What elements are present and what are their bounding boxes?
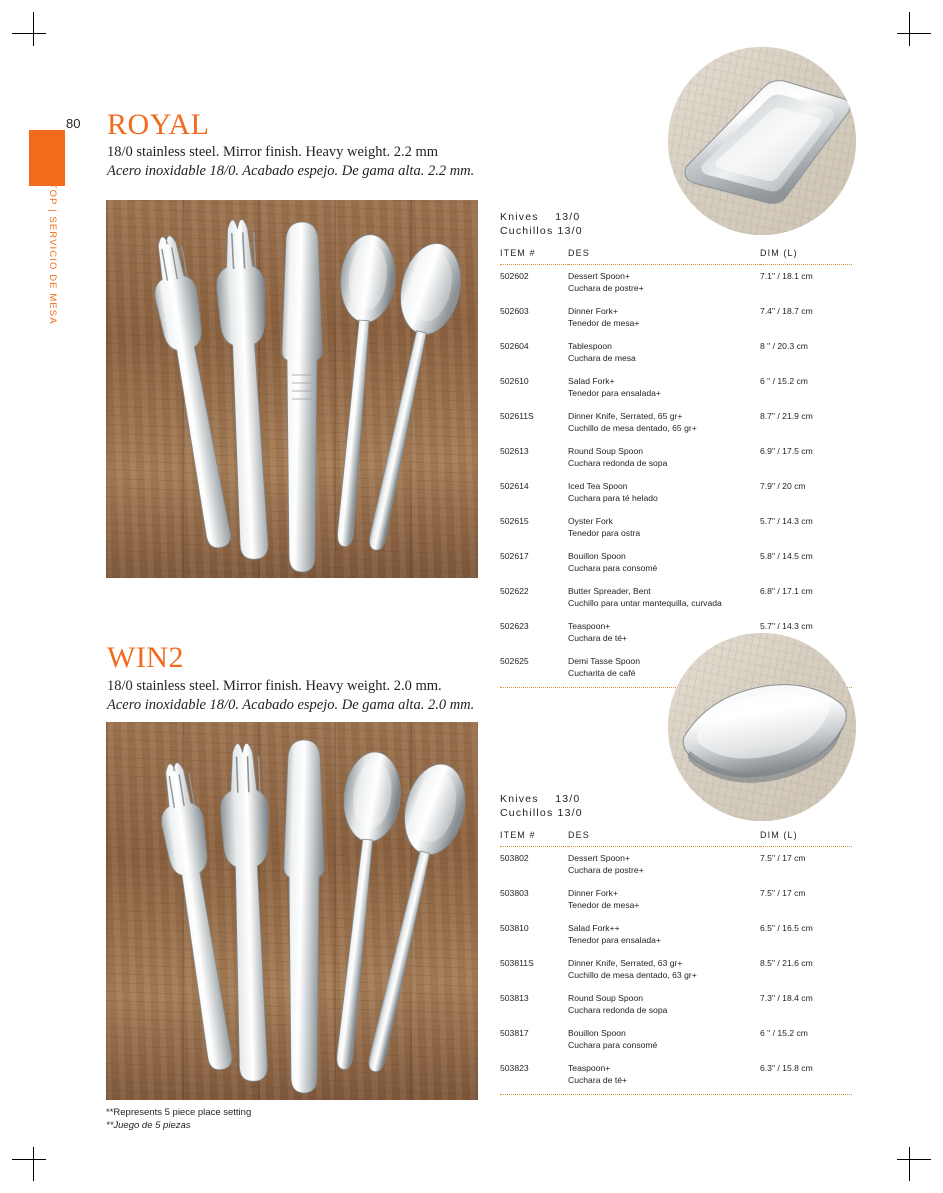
- cell-item: 503803: [500, 888, 529, 898]
- cell-dim: 7.3" / 18.4 cm: [760, 993, 813, 1003]
- cell-dim: 6.5" / 16.5 cm: [760, 923, 813, 933]
- win2-knives-value-en: 13/0: [555, 793, 581, 805]
- royal-description-es: Acero inoxidable 18/0. Acabado espejo. De gama alta. 2.2 mm.: [107, 163, 475, 179]
- cell-des-en: Iced Tea Spoon: [568, 481, 628, 491]
- header-dim: DIM (L): [760, 244, 852, 265]
- cell-des-en: Dinner Fork+: [568, 888, 618, 898]
- win2-items-body: [500, 847, 852, 1093]
- cell-des: [568, 475, 760, 510]
- cell-dim: 6.9" / 17.5 cm: [760, 446, 813, 456]
- cell-des-es: Tenedor de mesa+: [568, 899, 640, 910]
- cell-item: 502614: [500, 481, 529, 491]
- table-row: [500, 370, 852, 405]
- crop-mark-bottom-left-h: [12, 1159, 46, 1160]
- cell-des-en: Teaspoon+: [568, 621, 611, 631]
- header-item: ITEM #: [500, 826, 568, 847]
- cell-item: 502603: [500, 306, 529, 316]
- cell-des-es: Cuchara para consomé: [568, 1039, 658, 1050]
- cell-item: 503817: [500, 1028, 529, 1038]
- cell-des: [568, 580, 760, 615]
- cell-dim: 7.5" / 17 cm: [760, 853, 806, 863]
- cell-item: 502625: [500, 656, 529, 666]
- section-side-label: TABLETOP | SERVICIO DE MESA: [47, 148, 58, 325]
- table-row: [500, 882, 852, 917]
- table-header-row: [500, 826, 852, 847]
- cell-des-en: Butter Spreader, Bent: [568, 586, 651, 596]
- table-row: [500, 545, 852, 580]
- cell-des-es: Cuchara redonda de sopa: [568, 457, 668, 468]
- cell-dim: 8 " / 20.3 cm: [760, 341, 808, 351]
- cell-dim: 8.7" / 21.9 cm: [760, 411, 813, 421]
- cell-des: [568, 265, 760, 301]
- cell-item: 502622: [500, 586, 529, 596]
- header-item: ITEM #: [500, 244, 568, 265]
- crop-mark-top-left-h: [12, 33, 46, 34]
- cell-des-en: Dinner Knife, Serrated, 65 gr+: [568, 411, 683, 421]
- cell-des-en: Oyster Fork: [568, 516, 613, 526]
- table-row: [500, 952, 852, 987]
- cell-des-es: Cuchara de té+: [568, 1074, 628, 1085]
- win2-knives-label-es: Cuchillos: [500, 807, 554, 819]
- cell-item: 503802: [500, 853, 529, 863]
- cell-des-en: Demi Tasse Spoon: [568, 656, 640, 666]
- cell-item: 502617: [500, 551, 529, 561]
- cell-des-es: Cuchillo para untar mantequilla, curvada: [568, 597, 722, 608]
- cell-dim: 6.3" / 15.8 cm: [760, 1063, 813, 1073]
- win2-spec-table: [500, 792, 852, 1095]
- cell-des-es: Cuchara redonda de sopa: [568, 1004, 668, 1015]
- cell-des: [568, 545, 760, 580]
- cell-dim: 5.7" / 14.3 cm: [760, 621, 813, 631]
- table-row: [500, 475, 852, 510]
- cell-des: [568, 510, 760, 545]
- cell-des-es: Cuchara de postre+: [568, 864, 644, 875]
- cell-des: [568, 440, 760, 475]
- table-row: [500, 440, 852, 475]
- royal-items-body: [500, 265, 852, 686]
- cell-item: 502602: [500, 271, 529, 281]
- cell-des-es: Cuchara para consomé: [568, 562, 658, 573]
- cell-item: 503810: [500, 923, 529, 933]
- cell-des-en: Salad Fork++: [568, 923, 620, 933]
- cell-des-es: Tenedor para ensalada+: [568, 934, 661, 945]
- cell-des-es: Cucharita de café: [568, 667, 636, 678]
- win2-description: [107, 677, 627, 715]
- cell-item: 502604: [500, 341, 529, 351]
- crop-mark-top-left: [33, 12, 34, 46]
- table-row: [500, 335, 852, 370]
- cell-des-en: Bouillon Spoon: [568, 551, 626, 561]
- cell-item: 502613: [500, 446, 529, 456]
- cell-des: [568, 917, 760, 952]
- cell-des-en: Dessert Spoon+: [568, 853, 630, 863]
- royal-knives-value-es: 13/0: [557, 225, 583, 237]
- cell-dim: 6.8" / 17.1 cm: [760, 586, 813, 596]
- win2-knives-value-es: 13/0: [557, 807, 583, 819]
- table-header-row: [500, 244, 852, 265]
- cell-des-en: Dessert Spoon+: [568, 271, 630, 281]
- table-row: [500, 1022, 852, 1057]
- cell-dim: 7.5" / 17 cm: [760, 888, 806, 898]
- table-row: [500, 265, 852, 301]
- cell-des-es: Cuchillo de mesa dentado, 63 gr+: [568, 969, 697, 980]
- cell-des: [568, 882, 760, 917]
- cell-des: [568, 952, 760, 987]
- cell-des-es: Cuchara de postre+: [568, 282, 644, 293]
- cell-des-en: Dinner Fork+: [568, 306, 618, 316]
- cell-des-es: Tenedor para ensalada+: [568, 387, 661, 398]
- royal-items-table: [500, 244, 852, 685]
- royal-product-photo: [106, 200, 478, 578]
- win2-items-table: [500, 826, 852, 1092]
- cell-des-en: Tablespoon: [568, 341, 612, 351]
- cell-des: [568, 405, 760, 440]
- table-row: [500, 510, 852, 545]
- win2-table-bottom-rule: [500, 1094, 852, 1095]
- cell-des-en: Round Soup Spoon: [568, 993, 644, 1003]
- win2-description-en: 18/0 stainless steel. Mirror finish. Heavy weight. 2.0 mm.: [107, 678, 442, 694]
- cell-des-es: Cuchara de mesa: [568, 352, 636, 363]
- page-number: 80: [66, 116, 81, 131]
- cell-dim: 6 " / 15.2 cm: [760, 1028, 808, 1038]
- win2-product-photo: [106, 722, 478, 1100]
- footnote: [106, 1106, 526, 1132]
- royal-knives-spec: [500, 210, 852, 238]
- cell-des-en: Round Soup Spoon: [568, 446, 644, 456]
- royal-description: [107, 143, 627, 181]
- royal-knives-value-en: 13/0: [555, 211, 581, 223]
- royal-description-en: 18/0 stainless steel. Mirror finish. Heavy weight. 2.2 mm: [107, 144, 439, 160]
- header-des: DES: [568, 826, 760, 847]
- cell-des-es: Cuchara para té helado: [568, 492, 658, 503]
- cell-dim: 7.9" / 20 cm: [760, 481, 806, 491]
- table-row: [500, 580, 852, 615]
- page-title-win2: WIN2: [107, 641, 184, 674]
- page-title-royal: ROYAL: [107, 108, 210, 141]
- header-dim: DIM (L): [760, 826, 852, 847]
- cell-des-en: Bouillon Spoon: [568, 1028, 626, 1038]
- cell-item: 502611S: [500, 411, 534, 421]
- cell-item: 502623: [500, 621, 529, 631]
- cell-item: 503811S: [500, 958, 534, 968]
- table-row: [500, 1057, 852, 1092]
- header-des: DES: [568, 244, 760, 265]
- cell-item: 503823: [500, 1063, 529, 1073]
- cell-des-en: Teaspoon+: [568, 1063, 611, 1073]
- cell-dim: 8.5" / 21.6 cm: [760, 958, 813, 968]
- cell-des: [568, 1022, 760, 1057]
- cell-item: 502610: [500, 376, 529, 386]
- royal-spec-table: [500, 210, 852, 688]
- cell-dim: 7.4" / 18.7 cm: [760, 306, 813, 316]
- cell-item: 502615: [500, 516, 529, 526]
- win2-knives-label-en: Knives: [500, 793, 539, 805]
- table-row: [500, 917, 852, 952]
- cell-des: [568, 987, 760, 1022]
- cell-des-es: Tenedor para ostra: [568, 527, 641, 538]
- table-row: [500, 300, 852, 335]
- crop-mark-bottom-right: [909, 1147, 910, 1181]
- table-row: [500, 987, 852, 1022]
- win2-description-es: Acero inoxidable 18/0. Acabado espejo. De gama alta. 2.0 mm.: [107, 697, 475, 713]
- cell-des-es: Cuchillo de mesa dentado, 65 gr+: [568, 422, 697, 433]
- cell-des-en: Salad Fork+: [568, 376, 615, 386]
- crop-mark-bottom-right-h: [897, 1159, 931, 1160]
- table-row: [500, 847, 852, 883]
- crop-mark-top-right: [909, 12, 910, 46]
- cell-dim: 6 " / 15.2 cm: [760, 376, 808, 386]
- cell-des: [568, 370, 760, 405]
- cell-des-en: Dinner Knife, Serrated, 63 gr+: [568, 958, 683, 968]
- cell-dim: 5.8" / 14.5 cm: [760, 551, 813, 561]
- crop-mark-top-right-h: [897, 33, 931, 34]
- cell-dim: 7.1" / 18.1 cm: [760, 271, 813, 281]
- cell-des-es: Cuchara de té+: [568, 632, 628, 643]
- cell-des: [568, 335, 760, 370]
- cell-des: [568, 847, 760, 883]
- cell-des: [568, 1057, 760, 1092]
- cell-des-es: Tenedor de mesa+: [568, 317, 640, 328]
- cell-item: 503813: [500, 993, 529, 1003]
- footnote-es: **Juego de 5 piezas: [106, 1120, 191, 1131]
- royal-knives-label-es: Cuchillos: [500, 225, 554, 237]
- cell-dim: 5.7" / 14.3 cm: [760, 516, 813, 526]
- crop-mark-bottom-left: [33, 1147, 34, 1181]
- royal-knives-label-en: Knives: [500, 211, 539, 223]
- royal-detail-swatch: [668, 47, 856, 235]
- win2-knives-spec: [500, 792, 852, 820]
- footnote-en: **Represents 5 piece place setting: [106, 1107, 252, 1118]
- table-row: [500, 405, 852, 440]
- cell-des: [568, 300, 760, 335]
